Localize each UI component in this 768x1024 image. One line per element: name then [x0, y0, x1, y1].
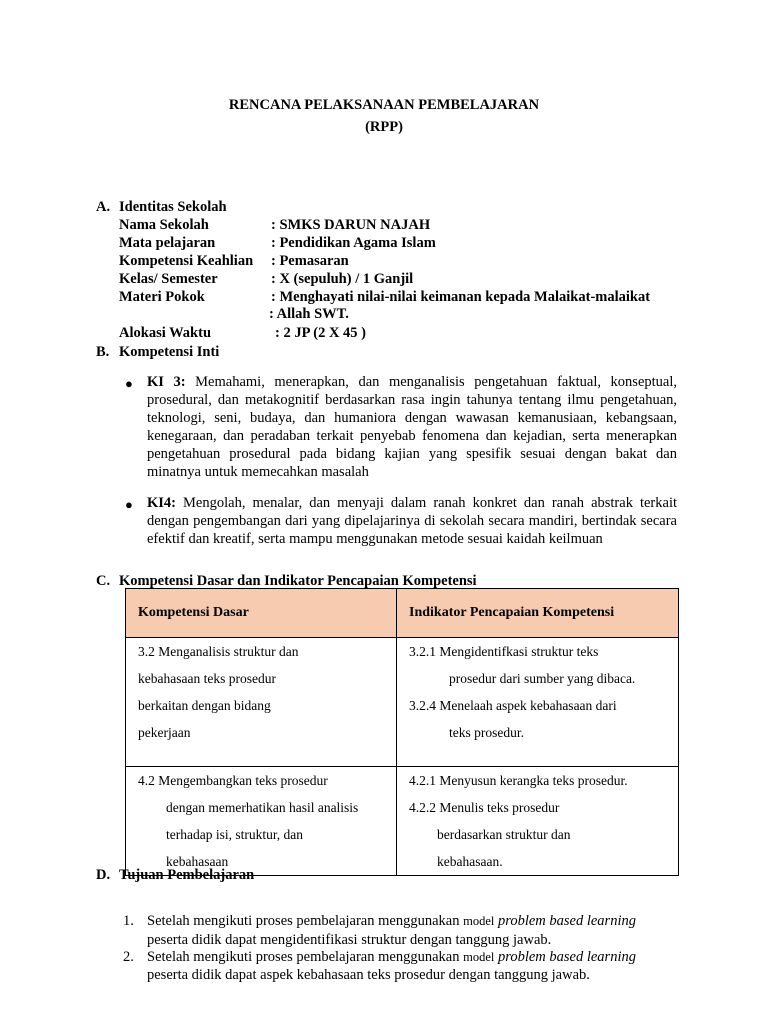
field-label-nama-sekolah: Nama Sekolah	[119, 217, 209, 233]
ki4-label: KI4:	[147, 495, 176, 511]
section-c-letter: C.	[96, 573, 111, 589]
kd-line: pekerjaan	[138, 725, 191, 740]
section-b-letter: B.	[96, 344, 110, 360]
goal-2-line1	[147, 949, 636, 966]
ipk-line: berdasarkan struktur dan	[437, 827, 571, 842]
kd-line: 4.2 Mengembangkan teks prosedur	[138, 773, 328, 788]
field-label-materi-pokok: Materi Pokok	[119, 289, 205, 305]
goal-2-number: 2.	[123, 949, 134, 965]
goal-2-model: model	[463, 950, 495, 964]
kd-line: kebahasaan teks prosedur	[138, 671, 276, 686]
kd-line: terhadap isi, struktur, dan	[166, 827, 304, 842]
field-value-materi-pokok-cont: : Allah SWT.	[269, 306, 349, 322]
bullet-icon: ●	[125, 497, 133, 512]
goal-1-number: 1.	[123, 913, 134, 929]
competency-table	[125, 588, 679, 876]
goal-2-italic: problem based learning	[494, 949, 636, 965]
field-value-nama-sekolah: : SMKS DARUN NAJAH	[271, 217, 431, 233]
ipk-line: 3.2.1 Mengidentifkasi struktur teks	[409, 644, 599, 659]
section-d-title: Tujuan Pembelajaran	[119, 867, 255, 883]
ipk-line: 4.2.1 Menyusun kerangka teks prosedur.	[409, 773, 628, 788]
section-a-title: Identitas Sekolah	[119, 199, 227, 215]
field-label-kelas-semester: Kelas/ Semester	[119, 271, 218, 287]
goal-1-model: model	[463, 914, 495, 928]
ki4-paragraph	[147, 494, 677, 548]
section-a-letter: A.	[96, 199, 111, 215]
field-value-materi-pokok: : Menghayati nilai-nilai keimanan kepada Malaikat-malaikat	[271, 289, 651, 305]
field-label-kompetensi-keahlian: Kompetensi Keahlian	[119, 253, 254, 269]
ki3-label: KI 3:	[147, 374, 186, 390]
ki3-text: Memahami, menerapkan, dan menganalisis pengetahuan faktual, konseptual, prosedural, dan metakognitif berdasarkan rasa ingin tahunya tentang ilmu pengetahuan, teknologi, seni, budaya, dan humaniora dengan wawasan kemanusiaan, kebangsaan, kenegaraan, dan peradaban terkait penyebab fenomena dan kejadian, serta menerapkan pengetahuan prosedural pada bidang kajian yang spesifik sesuai dengan bakat dan minatnya untuk memecahkan masalah	[147, 374, 677, 480]
ipk-line: 4.2.2 Menulis teks prosedur	[409, 800, 560, 815]
goal-1-line1	[147, 913, 636, 930]
table-header-row	[126, 589, 679, 638]
kd-line: dengan memerhatikan hasil analisis	[166, 800, 359, 815]
ipk-line: 3.2.4 Menelaah aspek kebahasaan dari	[409, 698, 617, 713]
goal-1-line2: peserta didik dapat mengidentifikasi struktur dengan tanggung jawab.	[147, 932, 552, 948]
field-value-kompetensi-keahlian: : Pemasaran	[271, 253, 349, 269]
table-cell-kd	[126, 638, 397, 767]
kd-line: kebahasaan	[166, 854, 229, 869]
table-cell-ipk	[397, 638, 679, 767]
header-kompetensi-dasar: Kompetensi Dasar	[126, 589, 397, 638]
document-title: RENCANA PELAKSANAAN PEMBELAJARAN	[228, 97, 540, 113]
table-cell-ipk	[397, 767, 679, 876]
field-value-kelas-semester: : X (sepuluh) / 1 Ganjil	[271, 271, 414, 287]
field-label-mata-pelajaran: Mata pelajaran	[119, 235, 216, 251]
field-label-alokasi-waktu: Alokasi Waktu	[119, 325, 212, 341]
section-b-title: Kompetensi Inti	[119, 344, 220, 360]
table-cell-kd	[126, 767, 397, 876]
goal-2-line2: peserta didik dapat aspek kebahasaan teks prosedur dengan tanggung jawab.	[147, 967, 590, 983]
header-indikator: Indikator Pencapaian Kompetensi	[397, 589, 679, 638]
goal-1-pre: Setelah mengikuti proses pembelajaran menggunakan	[147, 913, 464, 929]
table-row	[126, 638, 679, 767]
ipk-line: kebahasaan.	[437, 854, 503, 869]
ki4-text: Mengolah, menalar, dan menyaji dalam ranah konkret dan ranah abstrak terkait dengan pengembangan dari yang dipelajarinya di sekolah secara mandiri, bertindak secara efektif dan kreatif, serta mampu menggunakan metode sesuai kaidah keilmuan	[147, 495, 677, 547]
bullet-icon: ●	[125, 376, 133, 391]
ipk-line: prosedur dari sumber yang dibaca.	[449, 671, 636, 686]
ki3-paragraph	[147, 373, 677, 481]
goal-1-italic: problem based learning	[494, 913, 636, 929]
ipk-line: teks prosedur.	[449, 725, 524, 740]
kd-line: 3.2 Menganalisis struktur dan	[138, 644, 299, 659]
goal-2-pre: Setelah mengikuti proses pembelajaran menggunakan	[147, 949, 464, 965]
document-subtitle: (RPP)	[365, 119, 403, 135]
kd-line: berkaitan dengan bidang	[138, 698, 271, 713]
section-d-letter: D.	[96, 867, 111, 883]
section-c-title: Kompetensi Dasar dan Indikator Pencapaian Kompetensi	[119, 573, 477, 589]
field-value-alokasi-waktu: : 2 JP (2 X 45 )	[275, 325, 367, 341]
table-row	[126, 767, 679, 876]
field-value-mata-pelajaran: : Pendidikan Agama Islam	[271, 235, 436, 251]
